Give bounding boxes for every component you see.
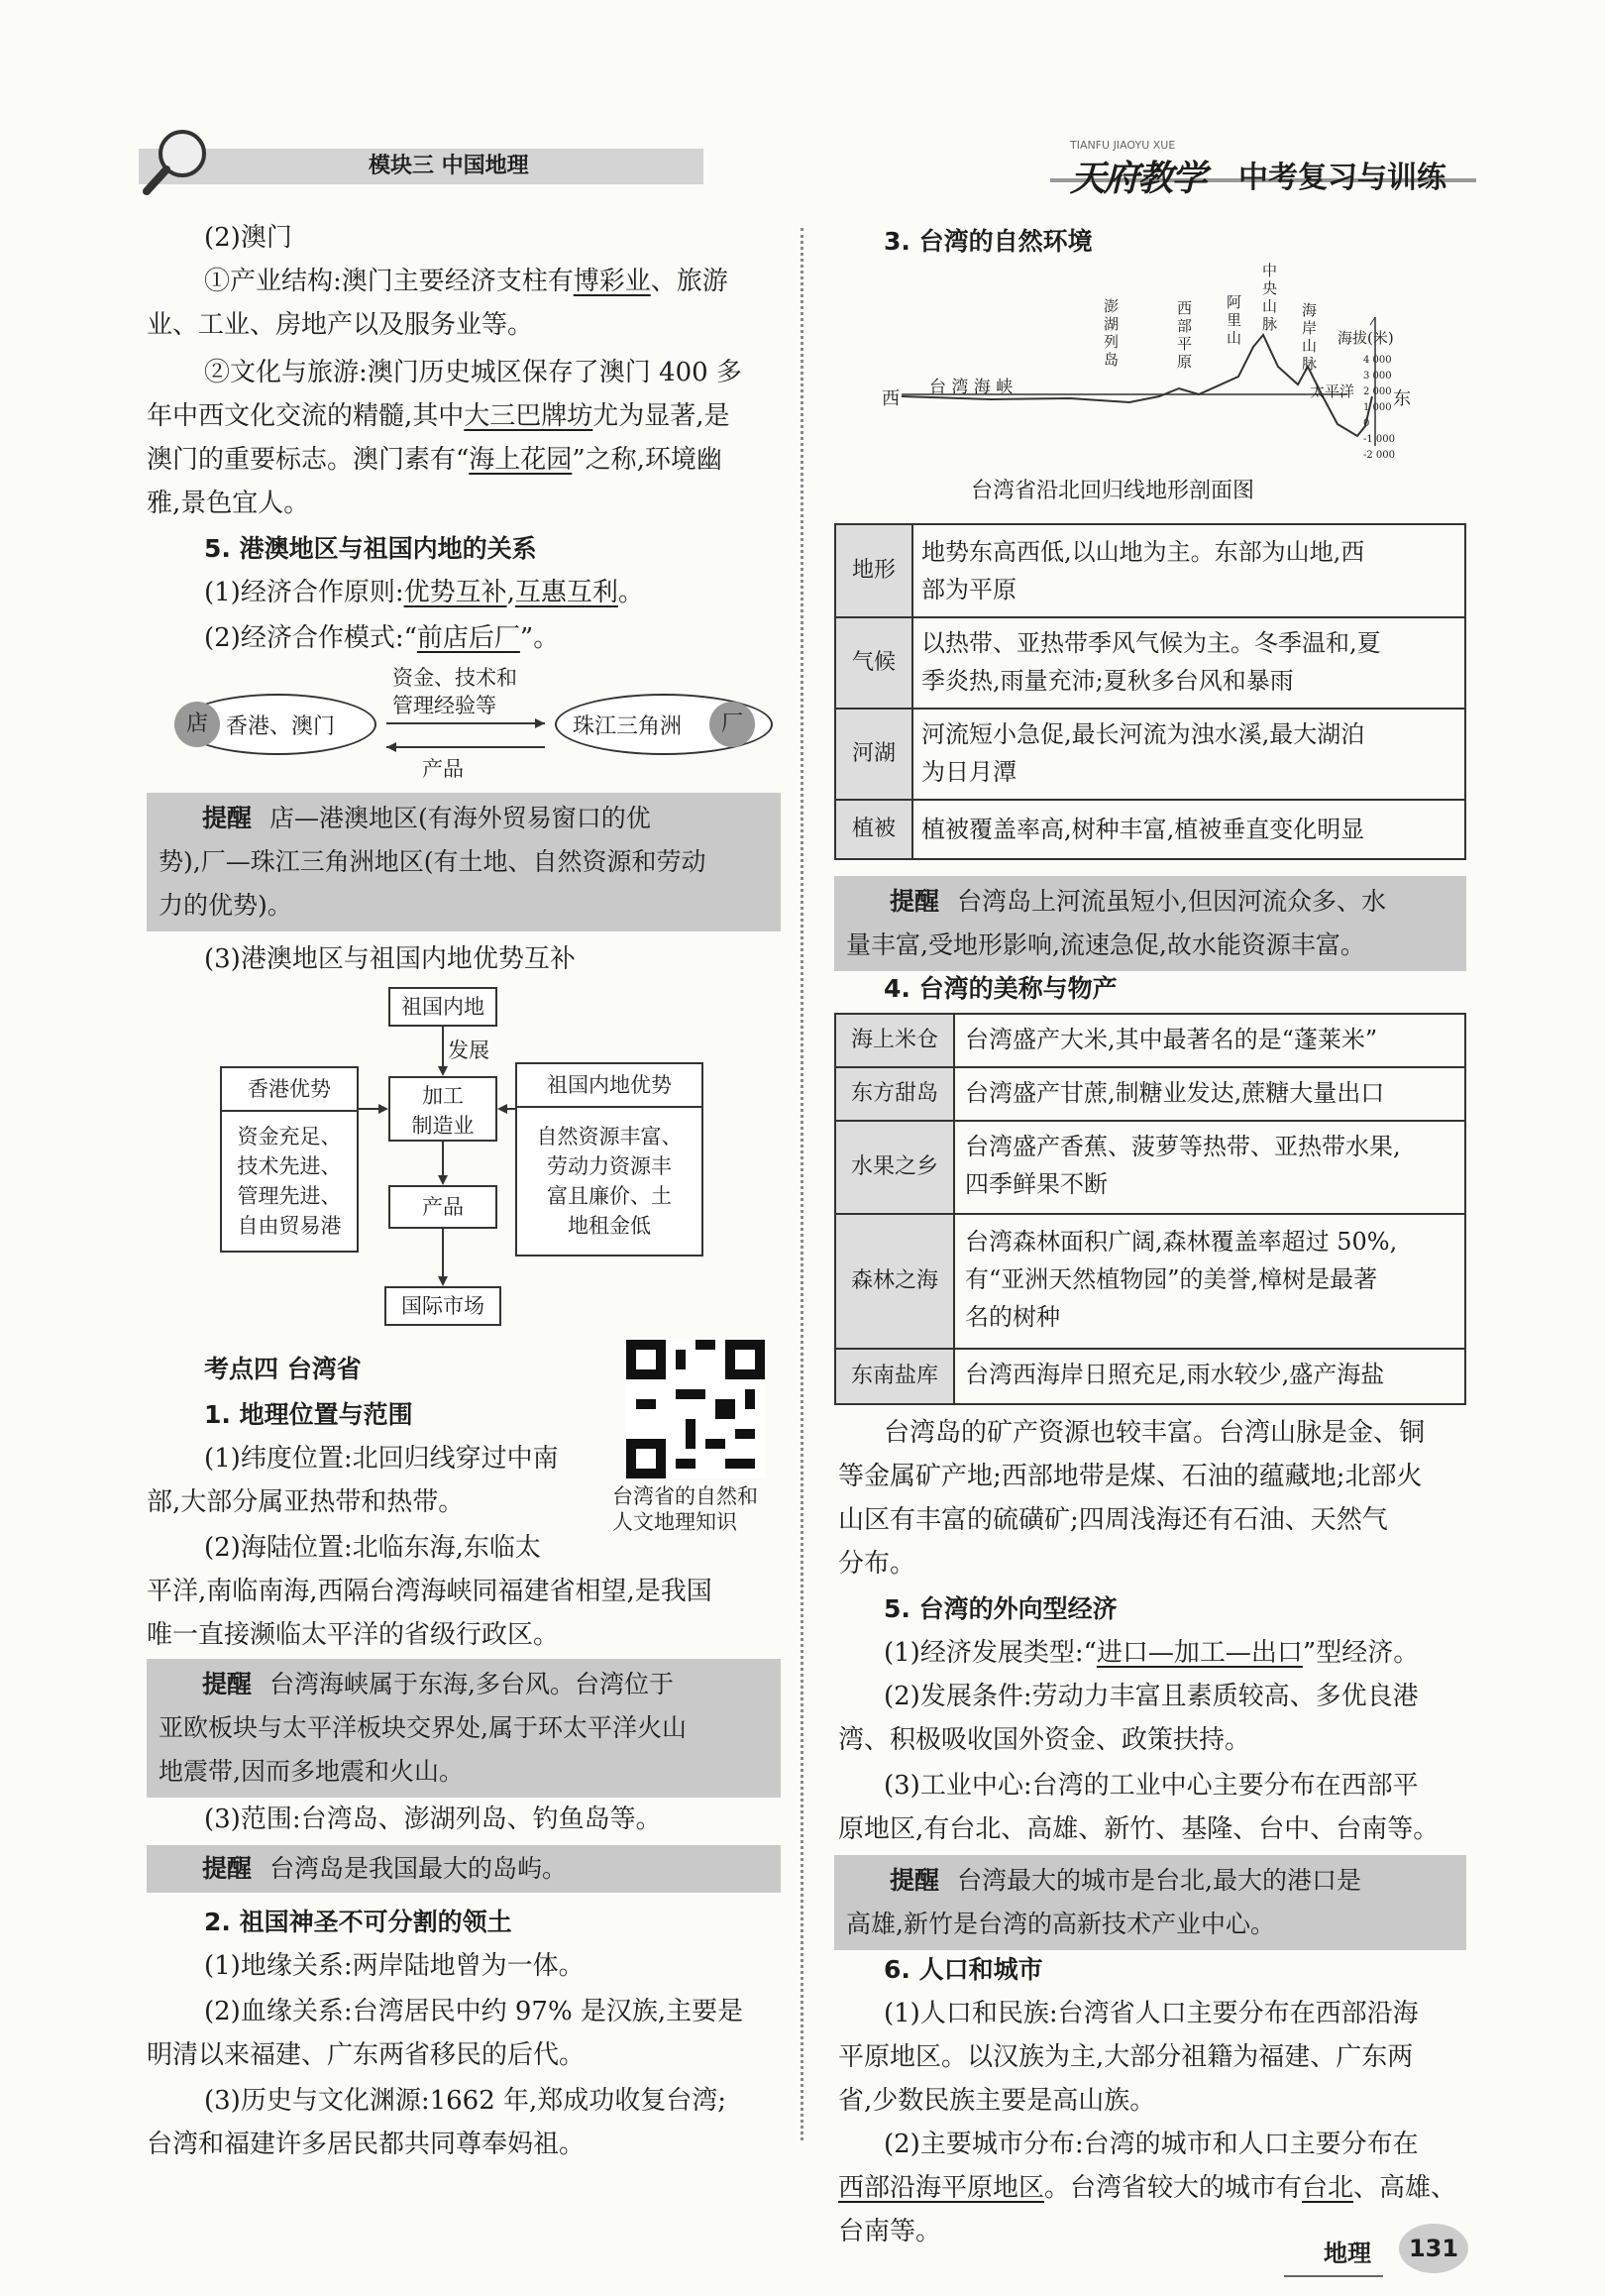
diag-arrows xyxy=(357,1027,521,1288)
prod-row-text: 台湾森林面积广阔,森林覆盖率超过 50%, 有“亚洲天然植物园”的美誉,樟树是最著 名的树种 xyxy=(965,1228,1398,1331)
history-2: 台湾和福建许多居民都共同尊奉妈祖。 xyxy=(147,2130,586,2159)
minerals-2: 等金属矿产地;西部地带是煤、石油的蕴藏地;北部火 xyxy=(838,1462,1423,1491)
prod-row-head: 海上米仓 xyxy=(836,1015,953,1066)
para-culture-4: 雅,景色宜人。 xyxy=(147,489,310,518)
diag-mainland-adv: 祖国内地优势 自然资源丰富、 劳动力资源丰 富且廉价、土 地租金低 xyxy=(515,1062,703,1257)
econ-conditions: (2)发展条件:劳动力丰富且素质较高、多优良港 xyxy=(884,1682,1419,1711)
prod-row-head: 东南盐库 xyxy=(836,1350,953,1403)
flow-factory-circle: 厂 xyxy=(709,702,755,747)
profile-altitude: 海拔(米) xyxy=(1338,329,1394,347)
profile-ticks: 4 000 3 000 2 000 1 000 0 -1 000 -2 000 xyxy=(1363,355,1396,461)
complement-title: (3)港澳地区与祖国内地优势互补 xyxy=(204,944,576,974)
diag-intl-market: 国际市场 xyxy=(384,1286,501,1326)
book-title: 中考复习与训练 xyxy=(1238,161,1446,195)
profile-caption: 台湾省沿北回归线地形剖面图 xyxy=(971,479,1255,503)
module-title: 模块三 中国地理 xyxy=(369,154,529,178)
blood-relation-2: 明清以来福建、广东两省移民的后代。 xyxy=(147,2040,586,2070)
brand-logo: 天府教学 xyxy=(1070,159,1206,199)
prod-row-text: 台湾盛产香蕉、菠萝等热带、亚热带水果, 四季鲜果不断 xyxy=(965,1133,1401,1198)
para-culture-3: 澳门的重要标志。澳门素有“海上花园”之称,环境幽 xyxy=(147,445,722,475)
industry-center: (3)工业中心:台湾的工业中心主要分布在西部平 xyxy=(884,1771,1419,1801)
blood-relation: (2)血缘关系:台湾居民中约 97% 是汉族,主要是 xyxy=(204,1997,744,2026)
cities-3: 台南等。 xyxy=(838,2217,942,2246)
magnifier-icon xyxy=(139,124,216,201)
flow-top-label-1: 资金、技术和 xyxy=(392,666,517,690)
footer-rule xyxy=(1284,2275,1383,2277)
para-culture: ②文化与旅游:澳门历史城区保存了澳门 400 多 xyxy=(204,358,742,387)
para-macau: (2)澳门 xyxy=(204,223,292,253)
flow-arrows xyxy=(376,713,555,773)
population: (1)人口和民族:台湾省人口主要分布在西部沿海 xyxy=(884,1999,1419,2028)
flow-bottom-label: 产品 xyxy=(422,757,464,781)
prod-row-head: 森林之海 xyxy=(836,1215,953,1348)
qr-caption-1: 台湾省的自然和 xyxy=(612,1484,758,1508)
taiwan-1-title: 1. 地理位置与范围 xyxy=(204,1400,413,1429)
flow-prd-label: 珠江三角洲 xyxy=(573,714,683,739)
population-2: 平原地区。以汉族为主,大部分祖籍为福建、广东两 xyxy=(838,2042,1414,2072)
reminder-box-5: 提醒 台湾最大的城市是台北,最大的港口是 高雄,新竹是台湾的高新技术产业中心。 xyxy=(834,1855,1466,1950)
env-row-text: 以热带、亚热带季风气候为主。冬季温和,夏 季炎热,雨量充沛;夏秋多台风和暴雨 xyxy=(921,629,1381,695)
taiwan-4-title: 4. 台湾的美称与物产 xyxy=(884,974,1118,1003)
env-row-head: 气候 xyxy=(836,618,911,708)
sea-position-2: 平洋,南临南海,西隔台湾海峡同福建省相望,是我国 xyxy=(147,1577,712,1606)
env-row-text: 河流短小急促,最长河流为浊水溪,最大湖泊 为日月潭 xyxy=(921,720,1365,786)
brand-pinyin: TIANFU JIAOYU XUE xyxy=(1070,139,1176,152)
geo-relation: (1)地缘关系:两岸陆地曾为一体。 xyxy=(204,1951,585,1981)
prod-row-text: 台湾西海岸日照充足,雨水较少,盛产海盐 xyxy=(965,1361,1385,1388)
profile-pacific: 太平洋 xyxy=(1310,383,1355,400)
prod-row-text: 台湾盛产甘蔗,制糖业发达,蔗糖大量出口 xyxy=(965,1079,1385,1107)
flow-top-label-2: 管理经验等 xyxy=(392,694,496,717)
flow-shop-circle: 店 xyxy=(174,702,220,747)
profile-penghu: 澎湖列岛 xyxy=(1104,297,1120,369)
kaodian-4-title: 考点四 台湾省 xyxy=(204,1355,362,1383)
profile-alishan: 阿里山 xyxy=(1227,293,1242,347)
products-table xyxy=(834,1013,1466,1405)
minerals-3: 山区有丰富的硫磺矿;四周浅海还有石油、天然气 xyxy=(838,1505,1388,1535)
flow-hk-label: 香港、澳门 xyxy=(226,714,336,739)
profile-central: 中央山脉 xyxy=(1262,262,1278,333)
diag-processing: 加工 制造业 xyxy=(388,1076,497,1142)
cities-2: 西部沿海平原地区。台湾省较大的城市有台北、高雄、 xyxy=(838,2173,1457,2203)
prod-row-head: 水果之乡 xyxy=(836,1122,953,1213)
diag-hk-adv: 香港优势 资金充足、 技术先进、 管理先进、 自由贸易港 xyxy=(220,1066,359,1253)
profile-strait: 台 湾 海 峡 xyxy=(929,378,1014,397)
reminder-box-1: 提醒 店—港澳地区(有海外贸易窗口的优 势),厂—珠江三角洲地区(有土地、自然资源和劳动 力的优势)。 xyxy=(147,793,781,931)
range: (3)范围:台湾岛、澎湖列岛、钓鱼岛等。 xyxy=(204,1804,662,1834)
section-5-title: 5. 港澳地区与祖国内地的关系 xyxy=(204,534,537,563)
para-industry: ①产业结构:澳门主要经济支柱有博彩业、旅游 xyxy=(204,267,728,296)
reminder-box-4: 提醒 台湾岛上河流虽短小,但因河流众多、水 量丰富,受地形影响,流速急促,故水能资源丰富。 xyxy=(834,876,1466,971)
reminder-box-2: 提醒 台湾海峡属于东海,多台风。台湾位于 亚欧板块与太平洋板块交界处,属于环太平洋火山 地震带,因而多地震和火山。 xyxy=(147,1659,781,1798)
para-culture-2: 年中西文化交流的精髓,其中大三巴牌坊尤为显著,是 xyxy=(147,401,730,431)
sea-position: (2)海陆位置:北临东海,东临太 xyxy=(204,1533,541,1563)
lat-position-2: 部,大部分属亚热带和热带。 xyxy=(147,1487,465,1517)
diag-mainland: 祖国内地 xyxy=(388,987,497,1027)
para-industry-2: 业、工业、房地产以及服务业等。 xyxy=(147,310,534,340)
minerals: 台湾岛的矿产资源也较丰富。台湾山脉是金、铜 xyxy=(884,1418,1426,1448)
reminder-box-3: 提醒 台湾岛是我国最大的岛屿。 xyxy=(147,1845,781,1893)
minerals-4: 分布。 xyxy=(838,1549,916,1579)
profile-east: 东 xyxy=(1393,388,1411,409)
lat-position: (1)纬度位置:北回归线穿过中南 xyxy=(204,1444,559,1474)
sea-position-3: 唯一直接濒临太平洋的省级行政区。 xyxy=(147,1620,560,1650)
env-table xyxy=(834,523,1466,860)
cities: (2)主要城市分布:台湾的城市和人口主要分布在 xyxy=(884,2130,1419,2159)
profile-plain: 西部平原 xyxy=(1177,299,1193,371)
taiwan-6-title: 6. 人口和城市 xyxy=(884,1955,1043,1984)
profile-west: 西 xyxy=(882,388,900,409)
env-row-head: 植被 xyxy=(836,801,911,858)
prod-row-head: 东方甜岛 xyxy=(836,1068,953,1120)
column-divider xyxy=(801,228,803,2140)
page-number: 131 xyxy=(1399,2224,1468,2273)
env-row-head: 地形 xyxy=(836,525,911,616)
diag-develop: 发展 xyxy=(448,1039,489,1062)
footer-subject: 地理 xyxy=(1324,2240,1371,2267)
taiwan-2-title: 2. 祖国神圣不可分割的领土 xyxy=(204,1908,512,1936)
coop-model: (2)经济合作模式:“前店后厂”。 xyxy=(204,623,560,653)
terrain-profile xyxy=(872,258,1427,466)
diag-product: 产品 xyxy=(388,1185,497,1229)
econ-type: (1)经济发展类型:“进口—加工—出口”型经济。 xyxy=(884,1638,1420,1668)
env-row-head: 河湖 xyxy=(836,710,911,799)
prod-row-text: 台湾盛产大米,其中最著名的是“蓬莱米” xyxy=(965,1026,1378,1053)
taiwan-5-title: 5. 台湾的外向型经济 xyxy=(884,1594,1118,1623)
taiwan-3-title: 3. 台湾的自然环境 xyxy=(884,227,1093,256)
coop-principle: (1)经济合作原则:优势互补,互惠互利。 xyxy=(204,578,644,607)
econ-conditions-2: 湾、积极吸收国外资金、政策扶持。 xyxy=(838,1725,1251,1755)
qr-code[interactable] xyxy=(626,1340,765,1478)
env-row-text: 地势东高西低,以山地为主。东部为山地,西 部为平原 xyxy=(921,538,1365,603)
env-row-text: 植被覆盖率高,树种丰富,植被垂直变化明显 xyxy=(921,816,1365,843)
profile-coastal: 海岸山脉 xyxy=(1302,301,1318,373)
qr-caption-2: 人文地理知识 xyxy=(612,1510,737,1534)
industry-center-2: 原地区,有台北、高雄、新竹、基隆、台中、台南等。 xyxy=(838,1814,1440,1844)
population-3: 省,少数民族主要是高山族。 xyxy=(838,2086,1156,2116)
history: (3)历史与文化渊源:1662 年,郑成功收复台湾; xyxy=(204,2086,727,2116)
